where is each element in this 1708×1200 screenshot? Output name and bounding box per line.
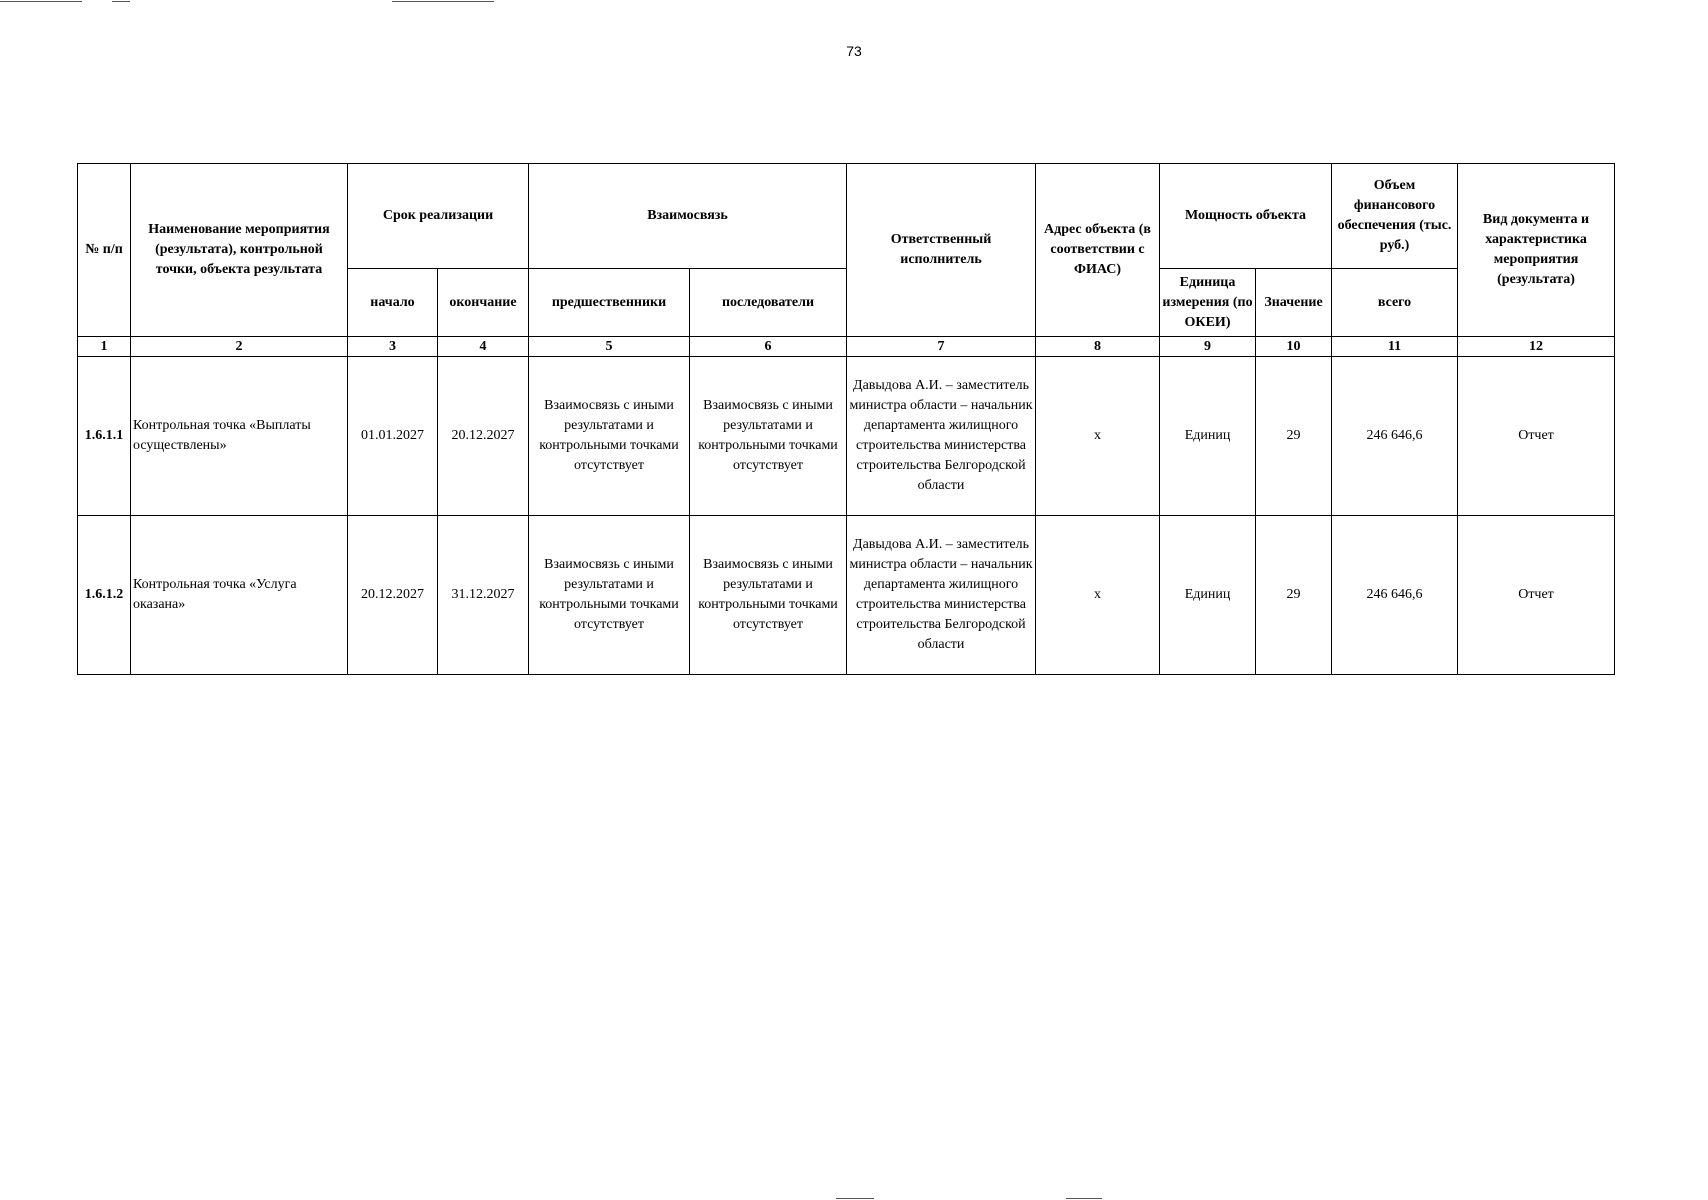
row-unit: Единиц [1160, 516, 1256, 675]
header-link-predecessors: предшественники [529, 269, 690, 337]
header-address: Адрес объекта (в соответствии с ФИАС) [1036, 164, 1160, 337]
header-link-successors: последователи [690, 269, 847, 337]
column-number: 9 [1160, 337, 1256, 357]
header-link: Взаимосвязь [529, 164, 847, 269]
row-successors: Взаимосвязь с иными результатами и контрольными точками отсутствует [690, 357, 847, 516]
column-number: 1 [78, 337, 131, 357]
header-term-start: начало [348, 269, 438, 337]
header-capacity-unit: Единица измерения (по ОКЕИ) [1160, 269, 1256, 337]
row-address: х [1036, 516, 1160, 675]
row-value: 29 [1256, 357, 1332, 516]
row-successors: Взаимосвязь с иными результатами и контрольными точками отсутствует [690, 516, 847, 675]
column-number: 6 [690, 337, 847, 357]
header-term-end: окончание [438, 269, 529, 337]
row-name: Контрольная точка «Услуга оказана» [131, 516, 348, 675]
row-finance: 246 646,6 [1332, 357, 1458, 516]
header-term: Срок реализации [348, 164, 529, 269]
row-doc-type: Отчет [1458, 357, 1615, 516]
row-address: х [1036, 357, 1160, 516]
column-number: 7 [847, 337, 1036, 357]
column-number: 2 [131, 337, 348, 357]
row-code: 1.6.1.1 [78, 357, 131, 516]
row-responsible: Давыдова А.И. – заместитель министра области – начальник департамента жилищного строительства министерства строительства Белгородской области [847, 516, 1036, 675]
column-number: 11 [1332, 337, 1458, 357]
row-unit: Единиц [1160, 357, 1256, 516]
header-finance-total: всего [1332, 269, 1458, 337]
row-end-date: 31.12.2027 [438, 516, 529, 675]
row-start-date: 20.12.2027 [348, 516, 438, 675]
scan-artifact-line [836, 1198, 874, 1199]
row-finance: 246 646,6 [1332, 516, 1458, 675]
row-responsible: Давыдова А.И. – заместитель министра области – начальник департамента жилищного строительства министерства строительства Белгородской области [847, 357, 1036, 516]
row-predecessors: Взаимосвязь с иными результатами и контрольными точками отсутствует [529, 357, 690, 516]
row-end-date: 20.12.2027 [438, 357, 529, 516]
row-code: 1.6.1.2 [78, 516, 131, 675]
column-number: 8 [1036, 337, 1160, 357]
header-name: Наименование мероприятия (результата), контрольной точки, объекта результата [131, 164, 348, 337]
header-capacity: Мощность объекта [1160, 164, 1332, 269]
header-num: № п/п [78, 164, 131, 337]
scan-artifact-line [392, 1, 494, 2]
page-number: 73 [846, 43, 862, 59]
row-doc-type: Отчет [1458, 516, 1615, 675]
scan-artifact-line [112, 1, 130, 2]
row-start-date: 01.01.2027 [348, 357, 438, 516]
row-predecessors: Взаимосвязь с иными результатами и контрольными точками отсутствует [529, 516, 690, 675]
column-number: 12 [1458, 337, 1615, 357]
column-number: 10 [1256, 337, 1332, 357]
scan-artifact-line [1066, 1198, 1102, 1199]
header-capacity-value: Значение [1256, 269, 1332, 337]
header-doc-type: Вид документа и характеристика мероприятия (результата) [1458, 164, 1615, 337]
activity-table [77, 163, 1615, 675]
row-value: 29 [1256, 516, 1332, 675]
table-row [78, 357, 1615, 516]
column-number: 4 [438, 337, 529, 357]
row-name: Контрольная точка «Выплаты осуществлены» [131, 357, 348, 516]
column-number-row [78, 337, 1615, 357]
header-responsible: Ответственный исполнитель [847, 164, 1036, 337]
header-finance: Объем финансового обеспечения (тыс. руб.) [1332, 164, 1458, 269]
column-number: 3 [348, 337, 438, 357]
column-number: 5 [529, 337, 690, 357]
scan-artifact-line [0, 1, 82, 2]
table-row [78, 516, 1615, 675]
